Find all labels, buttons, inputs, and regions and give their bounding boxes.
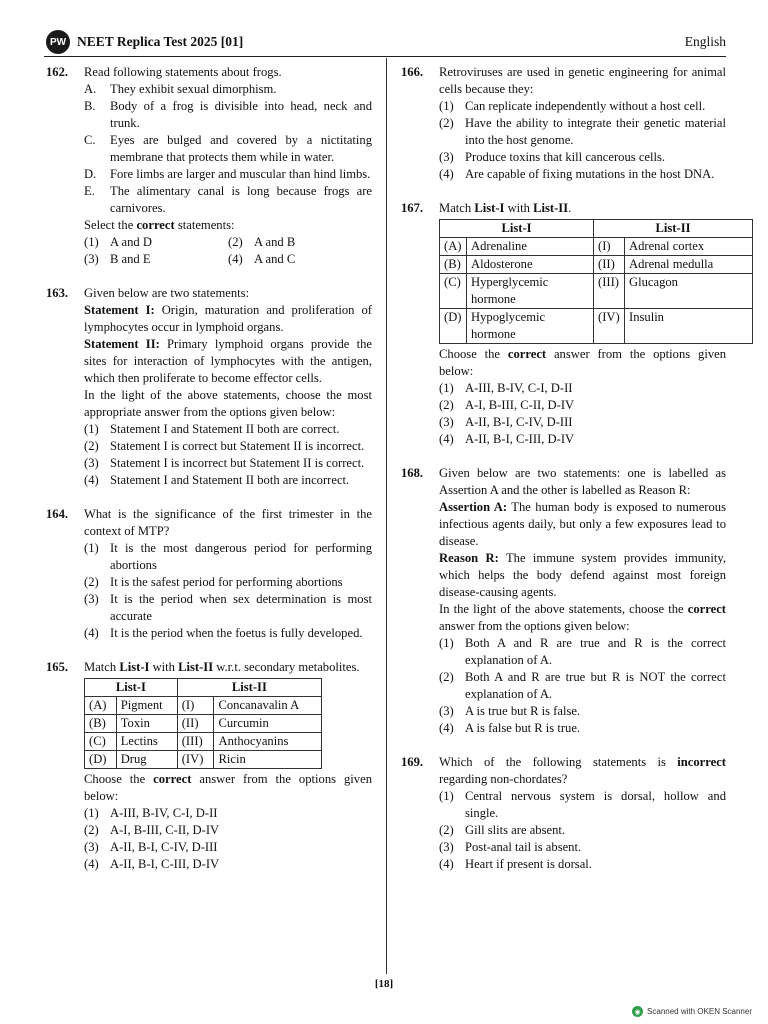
table-header: List-II [594, 220, 753, 238]
option-2[interactable]: (2) A and B [228, 235, 296, 249]
table-row: (C) Hyperglycemic hormone (III) Glucagon [440, 274, 753, 309]
question-163 [46, 285, 372, 489]
column-divider [386, 58, 387, 974]
option-2[interactable]: (2) A-I, B-III, C-II, D-IV [439, 398, 575, 412]
statement: E. The alimentary canal is long because frogs are carnivores. [84, 184, 372, 215]
question-stem: What is the significance of the first trimester in the context of MTP? [84, 507, 372, 538]
option-2[interactable]: (2) Have the ability to integrate their genetic material into the host genome. [439, 116, 726, 147]
instruction: In the light of the above statements, choose the most appropriate answer from the options given below: [84, 388, 372, 419]
option-3[interactable]: (3) Statement I is incorrect but Statement II is correct. [84, 456, 365, 470]
right-column [401, 64, 726, 873]
question-stem: Retroviruses are used in genetic engineering for animal cells because they: [439, 65, 726, 96]
table-row: (B) Aldosterone (II) Adrenal medulla [440, 256, 753, 274]
question-stem: Given below are two statements: one is labelled as Assertion A and the other is labelled as Reason R: [439, 466, 726, 497]
question-164 [46, 506, 372, 642]
option-4[interactable]: (4) A is false but R is true. [439, 721, 581, 735]
instruction: In the light of the above statements, choose the correct answer from the options given below: [439, 602, 726, 633]
question-number: 169. [401, 755, 424, 769]
question-168 [401, 465, 726, 737]
table-row: (D) Hypoglycemic hormone (IV) Insulin [440, 309, 753, 344]
option-3[interactable]: (3) Post-anal tail is absent. [439, 840, 582, 854]
reason: Reason R: The immune system provides immunity, which helps the body defend against most foreign disease-causing agents. [439, 551, 726, 599]
assertion: Assertion A: The human body is exposed to numerous infectious agents daily, but only a few exposures lead to disease. [439, 500, 726, 548]
table-header: List-I [85, 679, 178, 697]
option-2[interactable]: (2) Gill slits are absent. [439, 823, 566, 837]
option-2[interactable]: (2) A-I, B-III, C-II, D-IV [84, 823, 220, 837]
match-table [439, 219, 753, 344]
statement-2: Statement II: Primary lymphoid organs provide the sites for interaction of lymphocytes with the antigen, which then proliferate to become effector cells. [84, 337, 373, 385]
question-number: 163. [46, 286, 69, 300]
option-3[interactable]: (3) A-II, B-I, C-IV, D-III [84, 840, 218, 854]
question-number: 168. [401, 466, 424, 480]
option-3[interactable]: (3) B and E [84, 252, 151, 266]
scanner-text: Scanned with OKEN Scanner [647, 1007, 752, 1016]
option-1[interactable]: (1) A and D [84, 235, 152, 249]
language-label: English [684, 34, 726, 49]
table-row: (B) Toxin (II) Curcumin [85, 715, 322, 733]
page-header [44, 28, 726, 57]
table-header: List-II [177, 679, 321, 697]
match-table [84, 678, 322, 769]
question-stem: Given below are two statements: [84, 286, 250, 300]
option-4[interactable]: (4) Heart if present is dorsal. [439, 857, 592, 871]
option-4[interactable]: (4) A and C [228, 252, 296, 266]
option-1[interactable]: (1) Can replicate independently without a host cell. [439, 99, 706, 113]
option-4[interactable]: (4) Are capable of fixing mutations in the host DNA. [439, 167, 715, 181]
option-4[interactable]: (4) Statement I and Statement II both are incorrect. [84, 473, 350, 487]
pw-logo: PW [46, 30, 70, 54]
question-number: 164. [46, 507, 69, 521]
option-1[interactable]: (1) Central nervous system is dorsal, hollow and single. [439, 789, 726, 820]
question-stem: Read following statements about frogs. [84, 65, 282, 79]
select-instruction: Select the correct statements: [84, 218, 235, 232]
statement: D. Fore limbs are larger and muscular than hind limbs. [84, 167, 371, 181]
option-2[interactable]: (2) Statement I is correct but Statement II is incorrect. [84, 439, 365, 453]
choose-instruction: Choose the correct answer from the options given below: [439, 347, 726, 378]
option-4[interactable]: (4) It is the period when the foetus is fully developed. [84, 626, 363, 640]
table-row: (A) Adrenaline (I) Adrenal cortex [440, 238, 753, 256]
statement: B. Body of a frog is divisible into head, neck and trunk. [84, 99, 372, 130]
statement-1: Statement I: Origin, maturation and proliferation of lymphocytes occur in lymphoid organs. [84, 303, 372, 334]
table-row: (D) Drug (IV) Ricin [85, 751, 322, 769]
option-4[interactable]: (4) A-II, B-I, C-III, D-IV [84, 857, 220, 871]
statement: C. Eyes are bulged and covered by a nictitating membrane that protects them while in water. [84, 133, 372, 164]
question-169 [401, 754, 726, 873]
table-row: (C) Lectins (III) Anthocyanins [85, 733, 322, 751]
question-stem: Match List-I with List-II. [439, 201, 572, 215]
option-2[interactable]: (2) It is the safest period for performing abortions [84, 575, 343, 589]
option-3[interactable]: (3) A-II, B-I, C-IV, D-III [439, 415, 573, 429]
option-1[interactable]: (1) Statement I and Statement II both are correct. [84, 422, 340, 436]
question-162 [46, 64, 372, 268]
question-167 [401, 200, 726, 448]
test-title: NEET Replica Test 2025 [01] [77, 34, 244, 49]
page-number: [18] [374, 978, 394, 990]
table-row: (A) Pigment (I) Concanavalin A [85, 697, 322, 715]
option-1[interactable]: (1) A-III, B-IV, C-I, D-II [84, 806, 218, 820]
table-header: List-I [440, 220, 594, 238]
option-1[interactable]: (1) A-III, B-IV, C-I, D-II [439, 381, 573, 395]
option-1[interactable]: (1) Both A and R are true and R is the correct explanation of A. [439, 636, 726, 667]
question-stem: Match List-I with List-II w.r.t. secondary metabolites. [84, 660, 360, 674]
option-4[interactable]: (4) A-II, B-I, C-III, D-IV [439, 432, 575, 446]
options-row [84, 251, 372, 268]
question-number: 166. [401, 65, 424, 79]
question-165 [46, 659, 372, 873]
question-number: 165. [46, 660, 69, 674]
question-number: 167. [401, 201, 424, 215]
option-3[interactable]: (3) Produce toxins that kill cancerous cells. [439, 150, 666, 164]
options-row [84, 234, 372, 251]
left-column [46, 64, 372, 873]
option-1[interactable]: (1) It is the most dangerous period for performing abortions [84, 541, 372, 572]
scanner-logo-icon: ◉ [632, 1006, 643, 1017]
option-3[interactable]: (3) A is true but R is false. [439, 704, 581, 718]
question-166 [401, 64, 726, 183]
scanner-watermark [632, 1006, 752, 1017]
question-stem: Which of the following statements is incorrect regarding non-chordates? [439, 755, 726, 786]
option-3[interactable]: (3) It is the period when sex determination is most accurate [84, 592, 372, 623]
option-2[interactable]: (2) Both A and R are true but R is NOT the correct explanation of A. [439, 670, 726, 701]
choose-instruction: Choose the correct answer from the options given below: [84, 772, 372, 803]
question-number: 162. [46, 65, 69, 79]
statement: A. They exhibit sexual dimorphism. [84, 82, 277, 96]
